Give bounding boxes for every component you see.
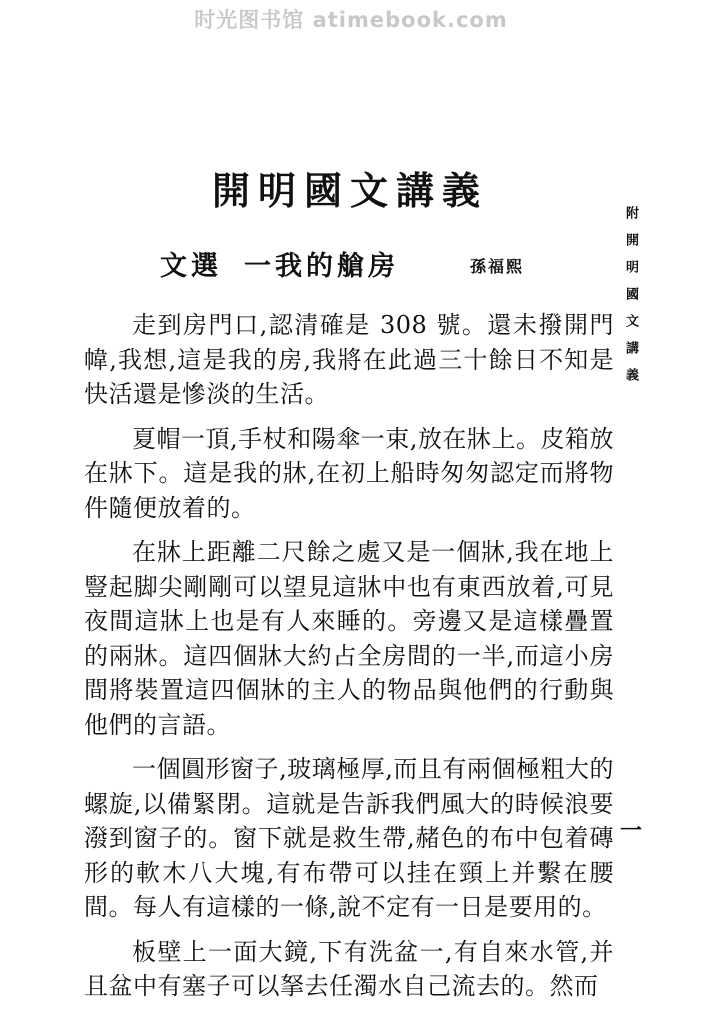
lesson-author: 孫福熙 [470, 257, 525, 276]
side-label: 附開明國文講義 [623, 206, 638, 395]
watermark: 时光图书馆 atimebook.com [194, 8, 508, 32]
paragraph: 夏帽一頂,手杖和陽傘一束,放在牀上。皮箱放在牀下。這是我的牀,在初上船時匆匆認定而將物件隨便放着的。 [84, 424, 614, 522]
lesson-number: 一 [244, 251, 275, 282]
book-title: 開明國文講義 [212, 168, 489, 213]
lesson-section: 文選 [160, 251, 222, 282]
paragraph: 走到房門口,認清確是 308 號。還未撥開門幃,我想,這是我的房,我將在此過三十餘日不知是快活還是慘淡的生活。 [84, 311, 614, 408]
page-number: 一 [620, 818, 643, 844]
paragraph: 板壁上一面大鏡,下有洗盆一,有自來水管,并且盆中有塞子可以拏去任濁水自己流去的。然而 [84, 937, 614, 1000]
paragraph: 在牀上距離二尺餘之處又是一個牀,我在地上豎起脚尖剛剛可以望見這牀中也有東西放着,可見夜間這牀上也是有人來睡的。旁邊又是這樣疊置的兩牀。這四個牀大約占全房間的一半,而這小房間將裝置這四個牀的主人的物品與他們的行動與他們的言語。 [84, 538, 614, 739]
lesson-title [160, 244, 399, 283]
body-text [84, 308, 614, 1014]
lesson-name: 我的艙房 [275, 251, 399, 282]
paragraph: 一個圓形窗子,玻璃極厚,而且有兩個極粗大的螺旋,以備緊閉。這就是告訴我們風大的時候浪要潑到窗子的。窗下就是救生帶,赭色的布中包着磚形的軟木八大塊,有布帶可以挂在頸上并繫在腰間。每人有這樣的一條,說不定有一日是要用的。 [84, 755, 614, 921]
